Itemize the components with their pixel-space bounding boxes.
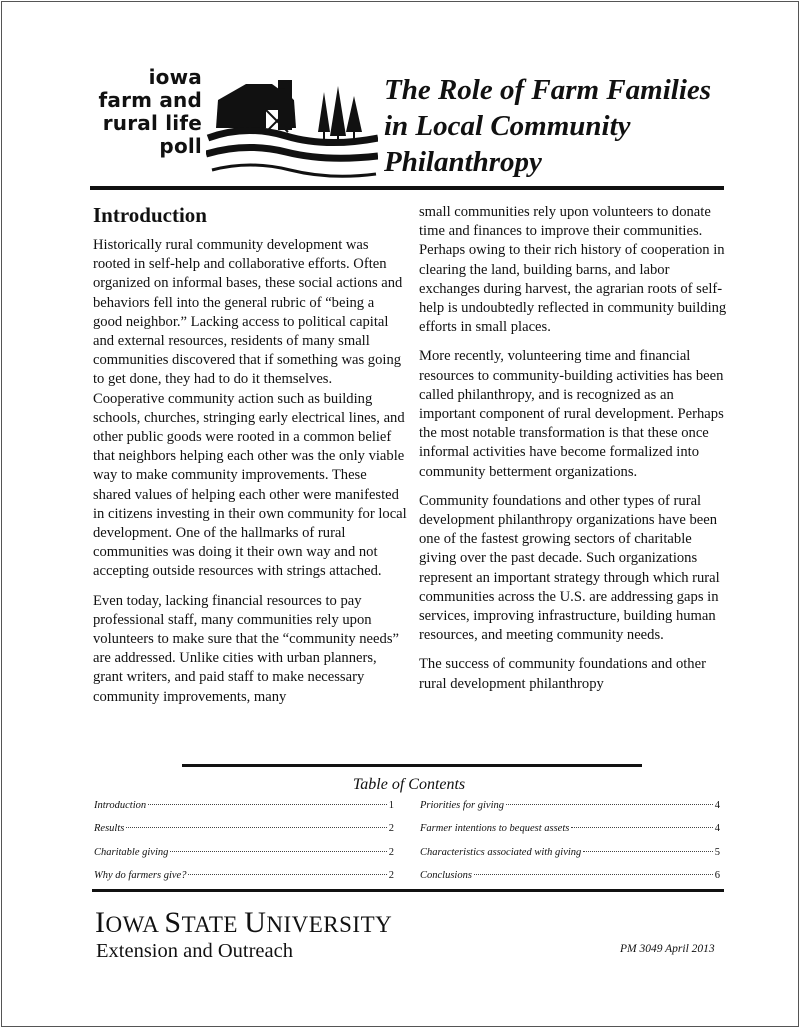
extension-unit-name: Extension and Outreach (96, 940, 293, 962)
poll-logo-text (60, 66, 202, 158)
toc-entry[interactable] (94, 847, 394, 870)
toc-entry-page: 4 (714, 800, 720, 811)
toc-entry-label: Farmer intentions to bequest assets (420, 823, 570, 835)
toc-entry-page: 6 (714, 869, 720, 881)
right-paragraph-4: The success of community foundations and other rural development philanthropy (419, 656, 706, 692)
title-line-2: in Local Community (384, 110, 631, 142)
toc-leader (148, 804, 387, 805)
section-heading: Introduction (93, 203, 207, 227)
toc-entry-page: 2 (388, 823, 394, 835)
toc-leader (583, 851, 712, 852)
toc-entry-page: 2 (388, 869, 394, 881)
toc-leader (474, 874, 713, 875)
toc-rule (182, 764, 642, 767)
logo-line-2: farm and (98, 88, 202, 112)
toc-entry-label: Characteristics associated with giving (420, 846, 582, 858)
toc-entry-label: Charitable giving (94, 846, 169, 858)
toc-entry-page: 2 (388, 846, 394, 858)
toc-entry[interactable] (420, 847, 720, 870)
logo-line-1: iowa (148, 65, 202, 89)
toc-right-column (420, 800, 720, 893)
toc-leader (126, 827, 386, 828)
toc-left-column (94, 800, 394, 893)
left-paragraph-1: Historically rural community development was rooted in self-help and collaborative efforts. Often organized on informal bases, these social actions and behaviors fell into the general rubric of “being a good neighbor.” Lacking access to political capital and external resources, residents of many small communities discovered that if something was going to get done, they had to do it themselves. Cooperative community action such as building schools, churches, stringing early electrical lines, and other public goods were rooted in a common belief that neighbors helping each other was the only viable way to make community improvements. These shared values of helping each other were manifested in citizens investing in their own community for local development. One of the hallmarks of rural communities was doing it their own way and not accepting outside resources with strings attached. (93, 237, 407, 580)
logo-line-4: poll (159, 134, 202, 158)
toc-entry-page: 5 (714, 846, 720, 858)
toc-entry-page: 1 (388, 800, 394, 811)
right-column (419, 203, 727, 704)
toc-leader (188, 874, 386, 875)
toc-leader (170, 851, 386, 852)
footer-rule (92, 889, 724, 892)
toc-leader (571, 827, 712, 828)
barn-and-trees-logo-icon (206, 70, 378, 188)
toc-entry-page: 4 (714, 823, 720, 835)
document-title (384, 72, 764, 180)
logo-line-3: rural life (102, 111, 202, 135)
toc-entry-label: Results (94, 823, 125, 835)
right-paragraph-1: small communities rely upon volunteers to donate time and finances to improve their communities. Perhaps owing to their rich history of cooperation in clearing the land, building barns, and labor exchanges during harvest, the agrarian roots of self-help is undoubtedly reflected in community building efforts in small places. (419, 204, 727, 336)
toc-entry-label: Introduction (94, 800, 147, 811)
toc-entry-label: Priorities for giving (420, 800, 504, 811)
left-paragraph-2: Even today, lacking financial resources to pay professional staff, many communities rely upon volunteers to make sure that the “community needs” are addressed. Unlike cities with urban planners, grant writers, and paid staff to make necessary community improvements, many (93, 592, 399, 705)
toc-entry-label: Conclusions (420, 869, 472, 881)
left-column (93, 202, 407, 717)
university-wordmark: IOWA STATE UNIVERSITY (95, 906, 393, 939)
toc-entry[interactable] (94, 800, 394, 823)
toc-entry-label: Why do farmers give? (94, 869, 187, 881)
header-rule (90, 186, 724, 190)
toc-entry[interactable] (420, 823, 720, 846)
toc-leader (506, 804, 713, 805)
toc-title: Table of Contents (352, 776, 466, 793)
title-line-3: Philanthropy (384, 146, 542, 178)
right-paragraph-3: Community foundations and other types of rural development philanthropy organizations have been one of the fastest growing sectors of charitable giving over the past decade. Such organizations represent an important strategy through which rural communities across the U.S. are addressing gaps in services, improving infrastructure, building human resources, and meeting community needs. (419, 492, 720, 644)
right-paragraph-2: More recently, volunteering time and financial resources to community-building activities has been called philanthropy, and is recognized as an important component of rural development. Perhaps the most notable transformation is that these once informal activities have become formalized into community betterment organizations. (419, 348, 724, 480)
toc-entry[interactable] (420, 800, 720, 823)
toc-entry[interactable] (94, 823, 394, 846)
publication-info: PM 3049 April 2013 (620, 943, 715, 955)
title-line-1: The Role of Farm Families (384, 74, 712, 106)
